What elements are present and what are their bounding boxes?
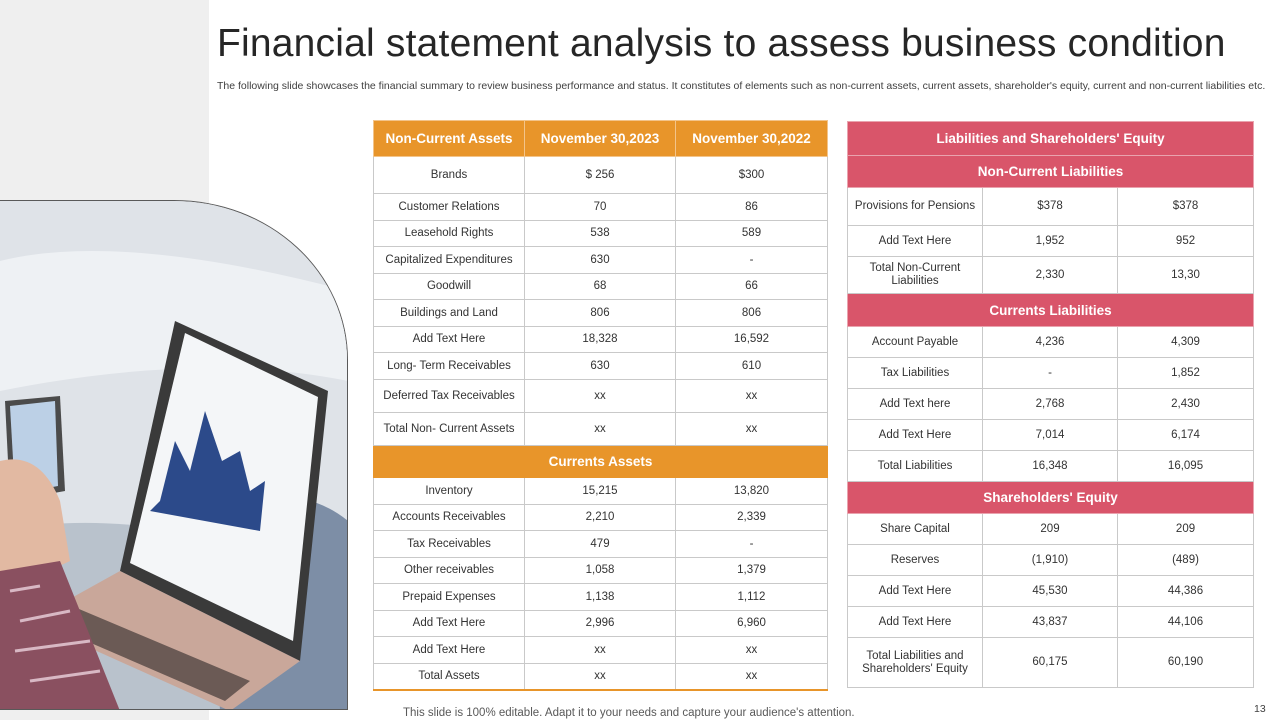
cell-value: 18,328 bbox=[525, 327, 676, 353]
row-label: Add Text Here bbox=[848, 420, 983, 451]
cell-value: 44,106 bbox=[1118, 607, 1254, 638]
row-label: Add Text Here bbox=[848, 226, 983, 257]
table-row bbox=[848, 451, 1254, 482]
cell-value: 16,348 bbox=[983, 451, 1118, 482]
cell-value: 1,952 bbox=[983, 226, 1118, 257]
table-row bbox=[374, 558, 828, 584]
table-row bbox=[374, 505, 828, 531]
table-row bbox=[848, 327, 1254, 358]
cell-value: 6,960 bbox=[676, 611, 828, 637]
cell-value: 2,339 bbox=[676, 505, 828, 531]
page-number: 13 bbox=[1254, 703, 1266, 715]
cell-value: 6,174 bbox=[1118, 420, 1254, 451]
table-row bbox=[848, 257, 1254, 294]
row-label: Add Text Here bbox=[374, 637, 525, 664]
cell-value: 1,379 bbox=[676, 558, 828, 584]
row-label: Account Payable bbox=[848, 327, 983, 358]
table-row bbox=[848, 638, 1254, 688]
cell-value: 2,768 bbox=[983, 389, 1118, 420]
cell-value: 15,215 bbox=[525, 478, 676, 505]
cell-value: 1,112 bbox=[676, 584, 828, 611]
table-row bbox=[374, 157, 828, 194]
table-row bbox=[848, 576, 1254, 607]
row-label: Prepaid Expenses bbox=[374, 584, 525, 611]
cell-value: 60,190 bbox=[1118, 638, 1254, 688]
table-row bbox=[374, 300, 828, 327]
cell-value: xx bbox=[525, 664, 676, 690]
slide-subtitle: The following slide showcases the financial summary to review business performance and status. It constitutes of elements such as non-current assets, current assets, shareholder's equity, current and non-current liabilities etc. bbox=[217, 80, 1266, 92]
cell-value: 16,095 bbox=[1118, 451, 1254, 482]
table-row bbox=[374, 664, 828, 690]
section-header-row bbox=[374, 446, 828, 478]
row-label: Leasehold Rights bbox=[374, 221, 525, 247]
cell-value: xx bbox=[525, 637, 676, 664]
column-header: November 30,2022 bbox=[676, 121, 828, 157]
cell-value: 44,386 bbox=[1118, 576, 1254, 607]
cell-value: 70 bbox=[525, 194, 676, 221]
cell-value: 4,236 bbox=[983, 327, 1118, 358]
cell-value: 13,30 bbox=[1118, 257, 1254, 294]
row-label: Goodwill bbox=[374, 274, 525, 300]
cell-value: 589 bbox=[676, 221, 828, 247]
table-row bbox=[374, 247, 828, 274]
cell-value: xx bbox=[525, 413, 676, 446]
table-row bbox=[374, 380, 828, 413]
table-row bbox=[374, 194, 828, 221]
liabilities-equity-table bbox=[847, 121, 1254, 688]
cell-value: 16,592 bbox=[676, 327, 828, 353]
row-label: Buildings and Land bbox=[374, 300, 525, 327]
cell-value: 479 bbox=[525, 531, 676, 558]
cell-value: 66 bbox=[676, 274, 828, 300]
table-row bbox=[374, 353, 828, 380]
section-title-non-current-liabilities: Non-Current Liabilities bbox=[848, 156, 1254, 188]
row-label: Total Non- Current Assets bbox=[374, 413, 525, 446]
row-label: Share Capital bbox=[848, 514, 983, 545]
row-label: Other receivables bbox=[374, 558, 525, 584]
row-label: Add Text Here bbox=[848, 607, 983, 638]
row-label: Tax Receivables bbox=[374, 531, 525, 558]
table-row bbox=[848, 389, 1254, 420]
row-label: Accounts Receivables bbox=[374, 505, 525, 531]
row-label: Total Non-Current Liabilities bbox=[848, 257, 983, 294]
cell-value: 630 bbox=[525, 247, 676, 274]
cell-value: $300 bbox=[676, 157, 828, 194]
cell-value: xx bbox=[676, 380, 828, 413]
row-label: Total Assets bbox=[374, 664, 525, 690]
table-row bbox=[374, 531, 828, 558]
section-title-current-assets: Currents Assets bbox=[374, 446, 828, 478]
row-label: Total Liabilities and Shareholders' Equity bbox=[848, 638, 983, 688]
table-row bbox=[374, 327, 828, 353]
cell-value: 806 bbox=[525, 300, 676, 327]
cell-value: 952 bbox=[1118, 226, 1254, 257]
section-header-row bbox=[848, 294, 1254, 327]
row-label: Brands bbox=[374, 157, 525, 194]
slide-title: Financial statement analysis to assess business condition bbox=[217, 22, 1226, 65]
cell-value: 610 bbox=[676, 353, 828, 380]
row-label: Total Liabilities bbox=[848, 451, 983, 482]
table-row bbox=[374, 637, 828, 664]
cell-value: 60,175 bbox=[983, 638, 1118, 688]
row-label: Provisions for Pensions bbox=[848, 188, 983, 226]
non-current-assets-table bbox=[373, 120, 828, 691]
row-label: Add Text here bbox=[848, 389, 983, 420]
table-header-row bbox=[848, 122, 1254, 156]
section-header-row bbox=[848, 482, 1254, 514]
cell-value: 2,210 bbox=[525, 505, 676, 531]
table-row bbox=[848, 226, 1254, 257]
cell-value: 7,014 bbox=[983, 420, 1118, 451]
cell-value: (489) bbox=[1118, 545, 1254, 576]
cell-value: 209 bbox=[983, 514, 1118, 545]
cell-value: 43,837 bbox=[983, 607, 1118, 638]
table-row bbox=[848, 358, 1254, 389]
table-row bbox=[848, 188, 1254, 226]
cell-value: 630 bbox=[525, 353, 676, 380]
laptop-illustration bbox=[0, 201, 348, 710]
cell-value: 13,820 bbox=[676, 478, 828, 505]
laptop-photo bbox=[0, 200, 348, 710]
table-row bbox=[374, 274, 828, 300]
cell-value: (1,910) bbox=[983, 545, 1118, 576]
table-row bbox=[848, 607, 1254, 638]
row-label: Tax Liabilities bbox=[848, 358, 983, 389]
table-row bbox=[374, 611, 828, 637]
cell-value: - bbox=[676, 531, 828, 558]
table-row bbox=[848, 514, 1254, 545]
cell-value: $ 256 bbox=[525, 157, 676, 194]
column-header: November 30,2023 bbox=[525, 121, 676, 157]
cell-value: $378 bbox=[983, 188, 1118, 226]
section-header-row bbox=[848, 156, 1254, 188]
table-row bbox=[848, 420, 1254, 451]
cell-value: 2,996 bbox=[525, 611, 676, 637]
table-row bbox=[374, 221, 828, 247]
cell-value: xx bbox=[676, 637, 828, 664]
row-label: Add Text Here bbox=[374, 327, 525, 353]
cell-value: 86 bbox=[676, 194, 828, 221]
table-row bbox=[848, 545, 1254, 576]
cell-value: 68 bbox=[525, 274, 676, 300]
table-title: Liabilities and Shareholders' Equity bbox=[848, 122, 1254, 156]
footer-note: This slide is 100% editable. Adapt it to your needs and capture your audience's attention. bbox=[403, 707, 855, 719]
cell-value: 2,330 bbox=[983, 257, 1118, 294]
cell-value: - bbox=[676, 247, 828, 274]
cell-value: 1,058 bbox=[525, 558, 676, 584]
cell-value: 1,138 bbox=[525, 584, 676, 611]
cell-value: 4,309 bbox=[1118, 327, 1254, 358]
section-title-shareholders-equity: Shareholders' Equity bbox=[848, 482, 1254, 514]
cell-value: xx bbox=[525, 380, 676, 413]
table-header-row bbox=[374, 121, 828, 157]
table-row bbox=[374, 584, 828, 611]
cell-value: $378 bbox=[1118, 188, 1254, 226]
section-title-current-liabilities: Currents Liabilities bbox=[848, 294, 1254, 327]
table-row bbox=[374, 413, 828, 446]
row-label: Add Text Here bbox=[374, 611, 525, 637]
cell-value: 538 bbox=[525, 221, 676, 247]
row-label: Customer Relations bbox=[374, 194, 525, 221]
row-label: Deferred Tax Receivables bbox=[374, 380, 525, 413]
cell-value: 45,530 bbox=[983, 576, 1118, 607]
row-label: Reserves bbox=[848, 545, 983, 576]
cell-value: xx bbox=[676, 664, 828, 690]
cell-value: 1,852 bbox=[1118, 358, 1254, 389]
row-label: Inventory bbox=[374, 478, 525, 505]
column-header: Non-Current Assets bbox=[374, 121, 525, 157]
row-label: Long- Term Receivables bbox=[374, 353, 525, 380]
cell-value: 209 bbox=[1118, 514, 1254, 545]
row-label: Capitalized Expenditures bbox=[374, 247, 525, 274]
table-row bbox=[374, 478, 828, 505]
cell-value: xx bbox=[676, 413, 828, 446]
row-label: Add Text Here bbox=[848, 576, 983, 607]
cell-value: 2,430 bbox=[1118, 389, 1254, 420]
cell-value: 806 bbox=[676, 300, 828, 327]
cell-value: - bbox=[983, 358, 1118, 389]
